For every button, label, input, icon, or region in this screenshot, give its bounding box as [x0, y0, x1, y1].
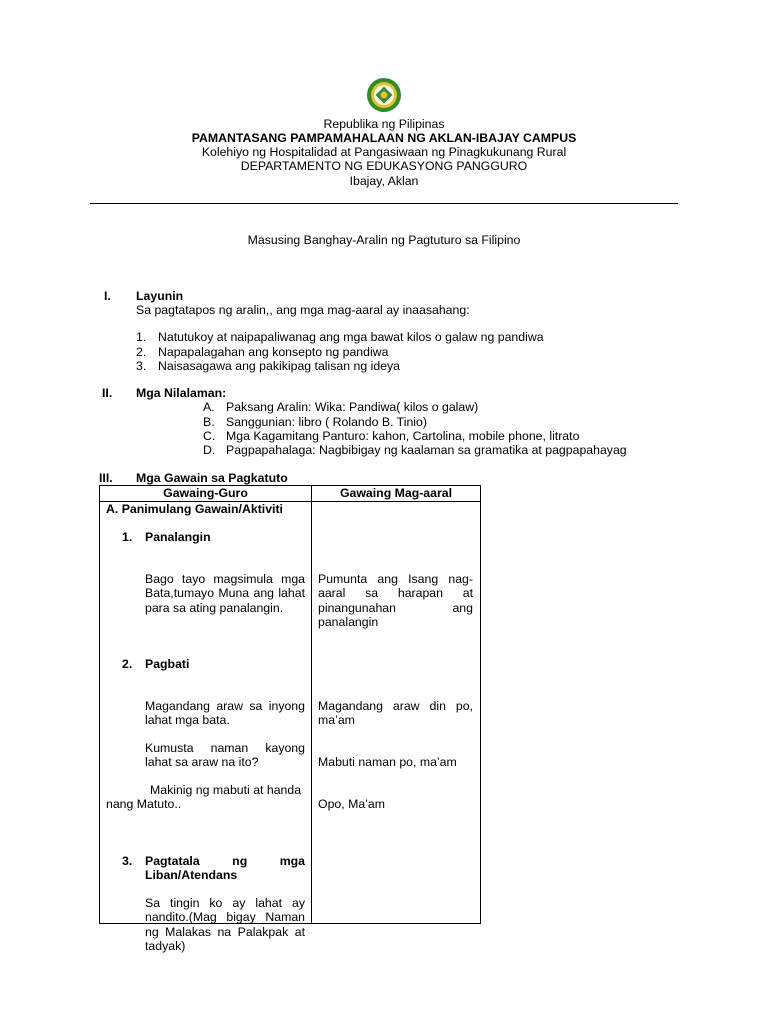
column-header-guro: Gawaing-Guro — [100, 486, 312, 502]
step3-guro-text: Sa tingin ko ay lahat ay nandito.(Mag bigay Naman ng Malakas na Palakpak at tadyak) — [145, 895, 305, 954]
section1-heading: Layunin — [136, 289, 184, 303]
list-item-letter: D. — [203, 443, 216, 457]
step3-title: Pagtatala ng mga Liban/Atendans — [145, 853, 305, 883]
section2-numeral: II. — [102, 386, 113, 400]
guro-column-content — [100, 501, 311, 954]
page-title: Masusing Banghay-Aralin ng Pagtuturo sa Filipino — [247, 233, 521, 247]
list-item-number: 1. — [136, 330, 147, 344]
header-college: Kolehiyo ng Hospitalidad at Pangasiwaan ng Pinagkukunang Rural — [201, 145, 567, 159]
list-item-text: Mga Kagamitang Panturo: kahon, Cartolina, mobile phone, litrato — [226, 429, 580, 443]
step3-number: 3. — [122, 853, 133, 868]
step2-magaaral-text-2: Mabuti naman po, ma’am — [318, 754, 457, 769]
step2-magaaral-text-1: Magandang araw din po, ma’am — [318, 698, 473, 728]
section2-heading: Mga Nilalaman: — [136, 386, 227, 400]
list-item-text: Napapalagahan ang konsepto ng pandiwa — [158, 345, 389, 359]
list-item-text: Sanggunian: libro ( Rolando B. Tinio) — [226, 415, 427, 429]
section1-numeral: I. — [104, 289, 111, 303]
subheading-panimulang-gawain: A. Panimulang Gawain/Aktiviti — [106, 501, 283, 516]
university-seal-icon — [366, 77, 402, 113]
list-item-text: Paksang Aralin: Wika: Pandiwa( kilos o galaw) — [226, 400, 479, 414]
step2-guro-text-3a: Makinig ng mabuti at handa — [150, 782, 302, 797]
step2-number: 2. — [122, 656, 133, 671]
step1-title: Panalangin — [145, 529, 211, 544]
list-item-letter: A. — [203, 400, 215, 414]
list-item-number: 3. — [136, 359, 147, 373]
section1-intro: Sa pagtatapos ng aralin,, ang mga mag-aaral ay inaasahang: — [136, 303, 470, 317]
header-department: DEPARTAMENTO NG EDUKASYONG PANGGURO — [240, 159, 528, 173]
step1-number: 1. — [122, 529, 133, 544]
step1-magaaral-text: Pumunta ang Isang nag-aaral sa harapan at pinangunahan ang panalangin — [318, 571, 473, 630]
list-item-text: Natutukoy at naipapaliwanag ang mga bawat kilos o galaw ng pandiwa — [158, 330, 544, 344]
step2-magaaral-text-3: Opo, Ma’am — [318, 796, 385, 811]
header-university: PAMANTASANG PAMPAMAHALAAN NG AKLAN-IBAJAY CAMPUS — [191, 131, 577, 145]
step2-guro-text-2: Kumusta naman kayong lahat sa araw na ito? — [145, 740, 305, 770]
step2-title: Pagbati — [145, 656, 190, 671]
column-header-magaaral: Gawaing Mag-aaral — [312, 486, 481, 502]
list-item-text: Naisasagawa ang pakikipag talisan ng ideya — [158, 359, 400, 373]
list-item-text: Pagpapahalaga: Nagbibigay ng kaalaman sa gramatika at pagpapahayag — [226, 443, 627, 457]
lesson-activities-table — [99, 485, 481, 954]
magaaral-column-content — [312, 502, 480, 923]
step2-guro-text-1: Magandang araw sa inyong lahat mga bata. — [145, 698, 305, 728]
list-item-number: 2. — [136, 345, 147, 359]
header-republic: Republika ng Pilipinas — [323, 117, 445, 131]
header-divider — [90, 203, 678, 204]
list-item-letter: C. — [203, 429, 216, 443]
header-location: Ibajay, Aklan — [349, 174, 419, 188]
step1-guro-text: Bago tayo magsimula mga Bata,tumayo Muna ang lahat para sa ating panalangin. — [145, 571, 305, 615]
section3-numeral: III. — [99, 471, 113, 485]
step2-guro-text-3b: nang Matuto.. — [106, 796, 182, 811]
section3-heading: Mga Gawain sa Pagkatuto — [136, 471, 288, 485]
list-item-letter: B. — [203, 415, 215, 429]
